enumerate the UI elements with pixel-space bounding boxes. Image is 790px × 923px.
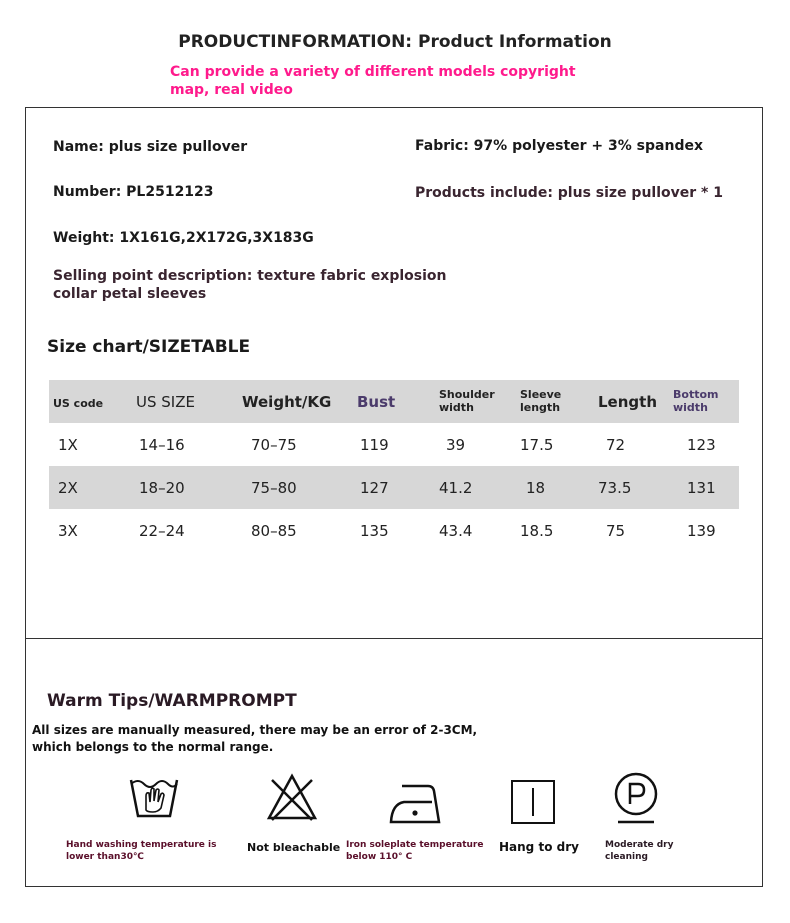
table-cell: 70–75 [251, 435, 297, 454]
table-cell: 75–80 [251, 478, 297, 497]
table-cell: 43.4 [439, 521, 473, 540]
table-cell: 1X [58, 435, 78, 454]
table-cell: 17.5 [520, 435, 554, 454]
product-weight: Weight: 1X161G,2X172G,3X183G [53, 230, 314, 246]
table-cell: 135 [360, 521, 389, 540]
col-header-us-size: US SIZE [136, 393, 195, 411]
size-chart-title: Size chart/SIZETABLE [47, 337, 251, 357]
table-cell: 131 [687, 478, 716, 497]
dry-clean-icon [612, 772, 660, 832]
table-row [49, 509, 739, 552]
table-cell: 18–20 [139, 478, 185, 497]
table-cell: 139 [687, 521, 716, 540]
care-label: Moderate dry cleaning [605, 840, 674, 862]
col-header-bust: Bust [357, 393, 396, 411]
size-table [49, 380, 739, 552]
table-cell: 73.5 [598, 478, 632, 497]
col-header-bottom-width: Bottom width [673, 388, 719, 414]
product-selling-point: Selling point description: texture fabric explosion collar petal sleeves [53, 268, 447, 302]
product-fabric: Fabric: 97% polyester + 3% spandex [415, 138, 703, 154]
warm-tips-body: All sizes are manually measured, there may be an error of 2-3CM, which belongs to the normal range. [32, 723, 478, 754]
table-cell: 119 [360, 435, 389, 454]
table-cell: 18 [526, 478, 546, 497]
hang-dry-icon [510, 779, 556, 829]
table-cell: 2X [58, 478, 78, 497]
col-header-us-code: US code [53, 397, 104, 410]
table-cell: 14–16 [139, 435, 185, 454]
iron-icon [388, 780, 442, 830]
care-label: Not bleachable [247, 841, 341, 854]
page-title: PRODUCTINFORMATION: Product Information [178, 32, 612, 52]
warm-tips-title: Warm Tips/WARMPROMPT [47, 691, 297, 711]
col-header-weight: Weight/KG [242, 393, 332, 411]
product-number: Number: PL2512123 [53, 184, 214, 200]
table-cell: 80–85 [251, 521, 297, 540]
table-cell: 127 [360, 478, 389, 497]
section-divider [25, 638, 763, 639]
table-row [49, 423, 739, 466]
care-label: Hand washing temperature is lower than30℃ [66, 840, 217, 862]
col-header-shoulder-width: Shoulder width [439, 388, 495, 414]
col-header-sleeve-length: Sleeve length [520, 388, 562, 414]
table-cell: 3X [58, 521, 78, 540]
table-cell: 39 [446, 435, 466, 454]
care-label: Iron soleplate temperature below 110° C [346, 840, 484, 862]
table-cell: 18.5 [520, 521, 554, 540]
table-cell: 72 [606, 435, 626, 454]
care-label: Hang to dry [499, 840, 579, 854]
no-bleach-icon [266, 772, 318, 828]
page-subtitle: Can provide a variety of different models copyright map, real video [170, 64, 576, 98]
hand-wash-icon [128, 774, 180, 828]
table-row [49, 466, 739, 509]
col-header-length: Length [598, 393, 657, 411]
table-cell: 41.2 [439, 478, 473, 497]
product-includes: Products include: plus size pullover * 1 [415, 185, 723, 201]
table-cell: 123 [687, 435, 716, 454]
size-table-header [49, 380, 739, 423]
table-cell: 75 [606, 521, 626, 540]
table-cell: 22–24 [139, 521, 185, 540]
product-name: Name: plus size pullover [53, 139, 248, 155]
